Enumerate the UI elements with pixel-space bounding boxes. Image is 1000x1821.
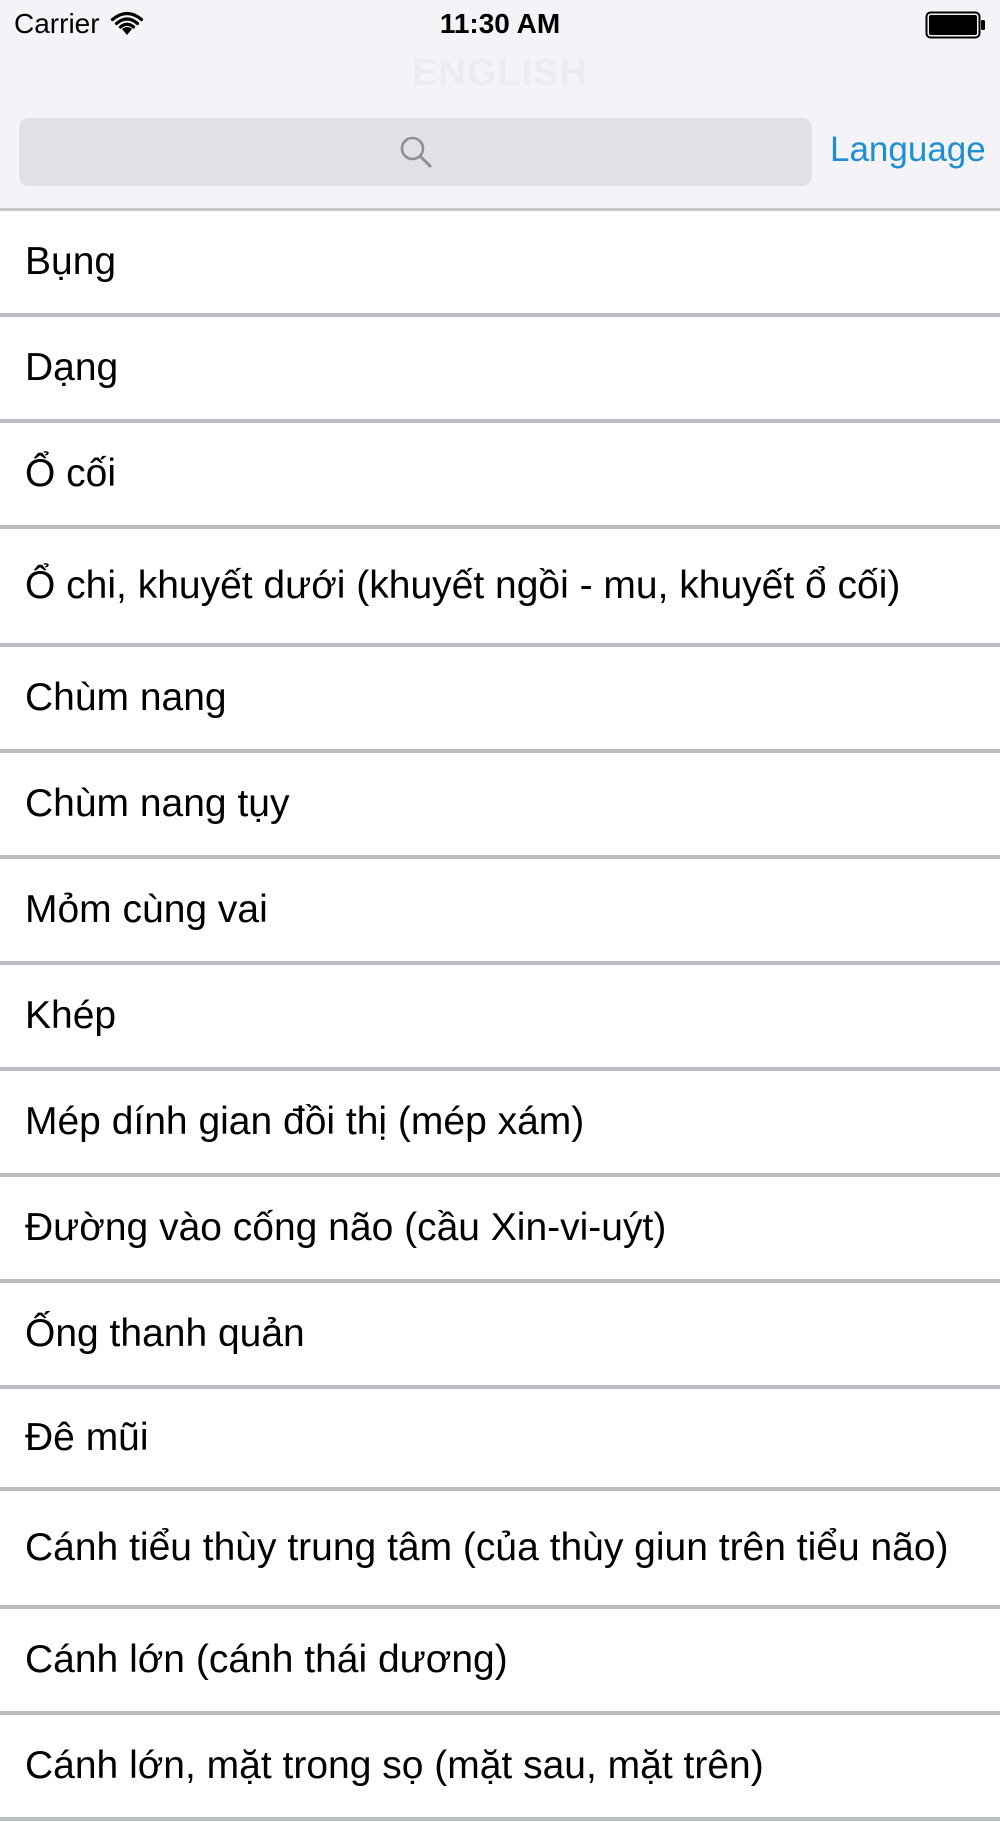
language-button[interactable]: Language: [830, 130, 986, 169]
list-item[interactable]: [0, 1283, 1000, 1389]
list-item-label: Cánh tiểu thùy trung tâm (của thùy giun trên tiểu não): [25, 1526, 949, 1569]
list-item-label: Mỏm cùng vai: [25, 888, 268, 931]
list-item-label: Dạng: [25, 346, 119, 389]
header: [0, 0, 1000, 208]
list-item[interactable]: [0, 1389, 1000, 1491]
list-item[interactable]: [0, 1715, 1000, 1821]
list-item-label: Khép: [25, 994, 117, 1037]
list-item[interactable]: [0, 423, 1000, 529]
list-item[interactable]: [0, 1177, 1000, 1283]
list-item-label: Cánh lớn (cánh thái dương): [25, 1638, 508, 1681]
list-item-label: Ổ cối: [25, 452, 117, 495]
carrier-text: Carrier: [14, 8, 100, 39]
list-item-label: Ổ chi, khuyết dưới (khuyết ngồi - mu, khuyết ổ cối): [25, 564, 901, 607]
list-item[interactable]: [0, 317, 1000, 423]
list-item[interactable]: [0, 647, 1000, 753]
list-item-label: Đê mũi: [25, 1416, 149, 1459]
list-item-label: Bụng: [25, 240, 117, 283]
list-item[interactable]: [0, 211, 1000, 317]
term-list: [0, 208, 1000, 1821]
list-item[interactable]: [0, 965, 1000, 1071]
list-item-label: Ống thanh quản: [25, 1312, 305, 1355]
list-item[interactable]: [0, 859, 1000, 965]
list-item[interactable]: [0, 529, 1000, 647]
battery-icon: [925, 11, 987, 39]
status-time: 11:30 AM: [439, 8, 561, 39]
list-item-label: Chùm nang tụy: [25, 782, 290, 825]
list-item[interactable]: [0, 1071, 1000, 1177]
search-bar[interactable]: [19, 118, 812, 186]
list-item-label: Đường vào cống não (cầu Xin-vi-uýt): [25, 1206, 667, 1249]
list-item-label: Mép dính gian đồi thị (mép xám): [25, 1100, 585, 1143]
list-item-label: Chùm nang: [25, 676, 227, 719]
list-item[interactable]: [0, 753, 1000, 859]
status-bar: [0, 0, 1000, 50]
search-input[interactable]: [19, 118, 812, 186]
list-item-label: Cánh lớn, mặt trong sọ (mặt sau, mặt trên): [25, 1744, 764, 1787]
list-item[interactable]: [0, 1491, 1000, 1609]
page-title: ENGLISH: [412, 52, 588, 94]
list-item[interactable]: [0, 1609, 1000, 1715]
